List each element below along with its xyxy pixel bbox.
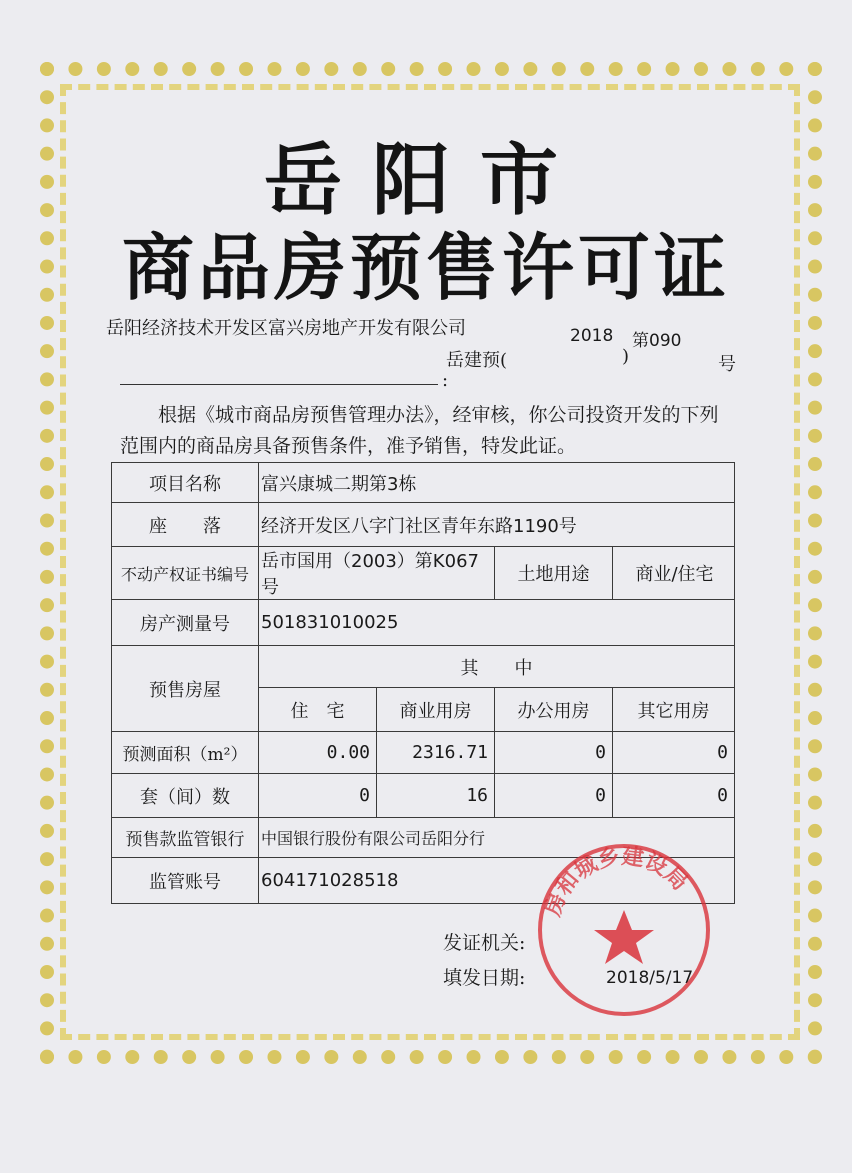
account-label: 监管账号 bbox=[112, 858, 259, 904]
presale-label: 预售房屋 bbox=[112, 646, 259, 732]
title-city: 岳阳市 bbox=[263, 136, 588, 226]
project-name-value: 富兴康城二期第3栋 bbox=[259, 463, 735, 503]
area-label: 预测面积（m²） bbox=[112, 732, 259, 774]
units-label: 套（间）数 bbox=[112, 774, 259, 818]
property-cert-label: 不动产权证书编号 bbox=[112, 547, 259, 600]
among-label: 其 中 bbox=[259, 646, 735, 688]
blank-line bbox=[120, 384, 438, 385]
issue-date-label: 填发日期: bbox=[443, 967, 526, 989]
area-commercial: 2316.71 bbox=[377, 732, 495, 774]
property-cert-value: 岳市国用（2003）第K067号 bbox=[259, 547, 495, 600]
col-other: 其它用房 bbox=[613, 688, 735, 732]
units-commercial: 16 bbox=[377, 774, 495, 818]
permit-year: 2018 bbox=[570, 326, 614, 346]
issue-date-value: 2018/5/17 bbox=[606, 968, 694, 988]
col-commercial: 商业用房 bbox=[377, 688, 495, 732]
permit-prefix: 岳建预( bbox=[446, 350, 508, 371]
units-other: 0 bbox=[613, 774, 735, 818]
bank-label: 预售款监管银行 bbox=[112, 818, 259, 858]
survey-no-label: 房产测量号 bbox=[112, 600, 259, 646]
area-office: 0 bbox=[495, 732, 613, 774]
title-certificate: 商品房预售许可证 bbox=[121, 226, 730, 310]
statement-paragraph: 根据《城市商品房预售管理办法》，经审核，你公司投资开发的下列范围内的商品房具备预售条件，准予销售，特发此证。 bbox=[120, 404, 719, 457]
bank-value: 中国银行股份有限公司岳阳分行 bbox=[259, 818, 735, 858]
units-residential: 0 bbox=[259, 774, 377, 818]
area-other: 0 bbox=[613, 732, 735, 774]
col-residential: 住 宅 bbox=[259, 688, 377, 732]
issuer-label: 发证机关: bbox=[443, 932, 526, 954]
star-icon bbox=[594, 910, 654, 964]
units-office: 0 bbox=[495, 774, 613, 818]
svg-text:房和城乡建设局 bbox=[539, 843, 692, 920]
land-use-label: 土地用途 bbox=[495, 547, 613, 600]
colon: : bbox=[442, 370, 449, 391]
location-label: 座 落 bbox=[112, 503, 259, 547]
account-value: 604171028518 bbox=[259, 858, 735, 904]
permit-bracket-close: ) bbox=[622, 346, 630, 367]
col-office: 办公用房 bbox=[495, 688, 613, 732]
land-use-value: 商业/住宅 bbox=[613, 547, 735, 600]
area-residential: 0.00 bbox=[259, 732, 377, 774]
project-name-label: 项目名称 bbox=[112, 463, 259, 503]
permit-number: 第090 bbox=[632, 331, 682, 351]
permit-suffix: 号 bbox=[718, 354, 736, 375]
applicant-company: 岳阳经济技术开发区富兴房地产开发有限公司 bbox=[106, 318, 466, 339]
official-seal bbox=[536, 826, 712, 1020]
survey-no-value: 501831010025 bbox=[259, 600, 735, 646]
seal-text: 房和城乡建设局 bbox=[540, 844, 693, 920]
location-value: 经济开发区八字门社区青年东路1190号 bbox=[259, 503, 735, 547]
